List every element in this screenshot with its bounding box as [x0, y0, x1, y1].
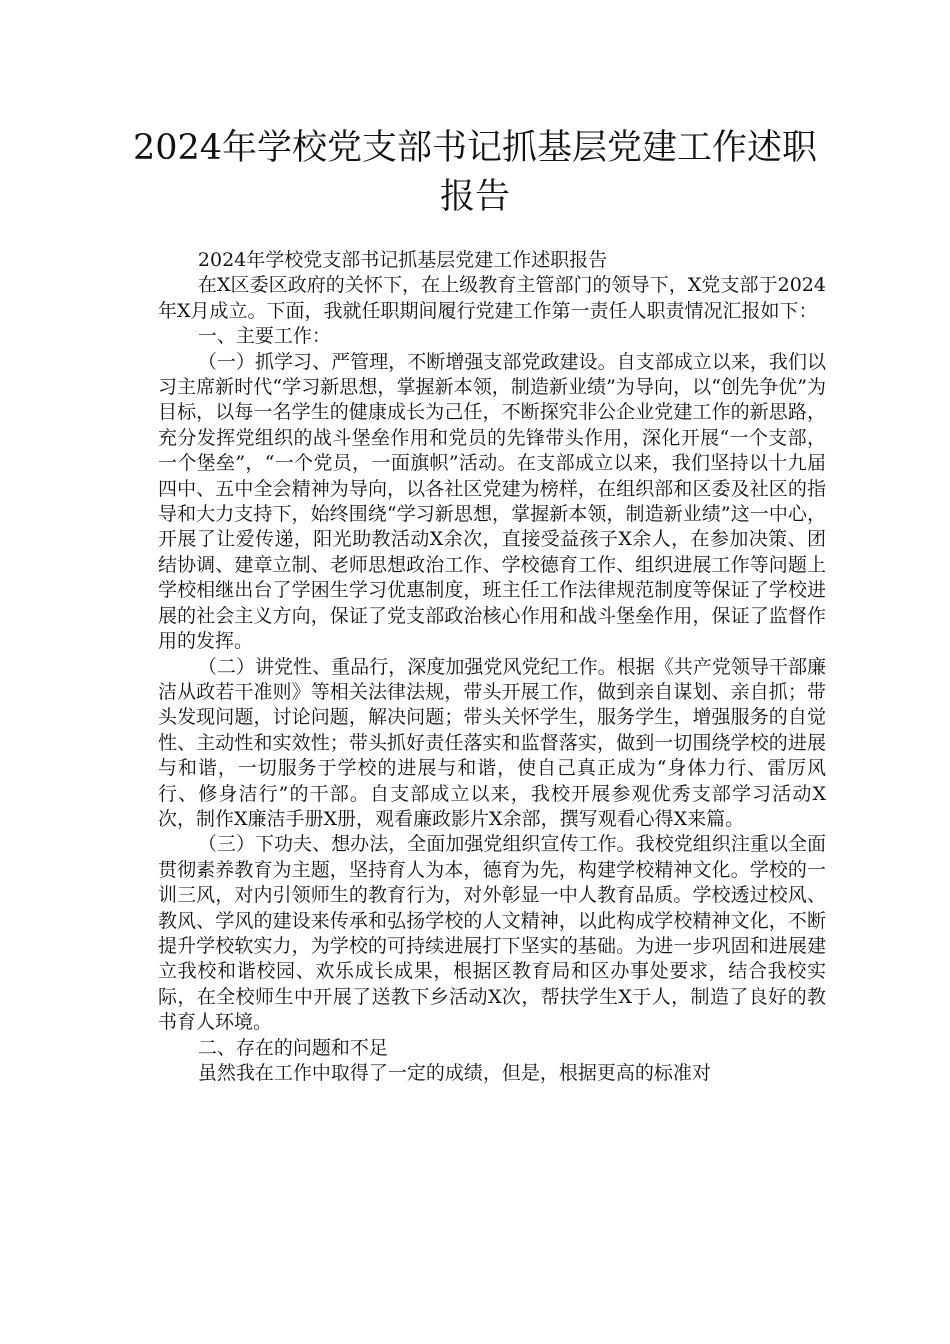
intro-paragraph: 在X区委区政府的关怀下，在上级教育主管部门的领导下，X党支部于2024年X月成立。下面，我就任职期间履行党建工作第一责任人职责情况汇报如下： [158, 274, 826, 322]
document-title: 2024年学校党支部书记抓基层党建工作述职报告 [132, 128, 818, 217]
paragraph-party-conduct: （二）讲党性、重品行，深度加强党风党纪工作。根据《共产党领导干部廉洁从政若干准则》等相关法律法规，带头开展工作，做到亲自谋划、亲自抓；带头发现问题，讨论问题，解决问题；带头关怀学生，服务学生，增强服务的自觉性、主动性和实效性；带头抓好责任落实和监督落实，做到一切围绕学校的进展与和谐，一切服务于学校的进展与和谐，使自己真正成为“身体力行、雷厉风行、修身洁行”的干部。自支部成立以来，我校开展参观优秀支部学习活动X次，制作X廉洁手册X册，观看廉政影片X余部，撰写观看心得X来篇。 [158, 655, 826, 830]
subtitle-paragraph: 2024年学校党支部书记抓基层党建工作述职报告 [197, 249, 608, 271]
section-heading-problems: 二、存在的问题和不足 [197, 1036, 388, 1059]
document-body [158, 248, 826, 1086]
paragraph-study-management: （一）抓学习、严管理，不断增强支部党政建设。自支部成立以来，我们以习主席新时代“学习新思想，掌握新本领，制造新业绩”为导向，以“创先争优”为目标，以每一名学生的健康成长为己任，不断探究非公企业党建工作的新思路，充分发挥党组织的战斗堡垒作用和党员的先锋带头作用，深化开展“一个支部，一个堡垒”，“一个党员，一面旗帜”活动。在支部成立以来，我们坚持以十九届四中、五中全会精神为导向，以各社区党建为榜样，在组织部和区委及社区的指导和大力支持下，始终围绕“学习新思想，掌握新本领，制造新业绩”这一中心，开展了让爱传递，阳光助教活动X余次，直接受益孩子X余人，在参加决策、团结协调、建章立制、老师思想政治工作、学校德育工作、组织进展工作等问题上学校相继出台了学困生学习优惠制度，班主任工作法律规范制度等保证了学校进展的社会主义方向，保证了党支部政治核心作用和战斗堡垒作用，保证了监督作用的发挥。 [158, 350, 826, 653]
section-heading-main-work: 一、主要工作： [197, 325, 331, 348]
paragraph-problems: 虽然我在工作中取得了一定的成绩，但是，根据更高的标准对 [197, 1062, 711, 1084]
paragraph-publicity: （三）下功夫、想办法，全面加强党组织宣传工作。我校党组织注重以全面贯彻素养教育为主题，坚持育人为本，德育为先，构建学校精神文化。学校的一训三风，对内引领师生的教育行为，对外彰显一中人教育品质。学校透过校风、教风、学风的建设来传承和弘扬学校的人文精神，以此构成学校精神文化，不断提升学校软实力，为学校的可持续进展打下坚实的基础。为进一步巩固和进展建立我校和谐校园、欢乐成长成果，根据区教育局和区办事处要求，结合我校实际，在全校师生中开展了送教下乡活动X次，帮扶学生X于人，制造了良好的教书育人环境。 [158, 833, 826, 1034]
